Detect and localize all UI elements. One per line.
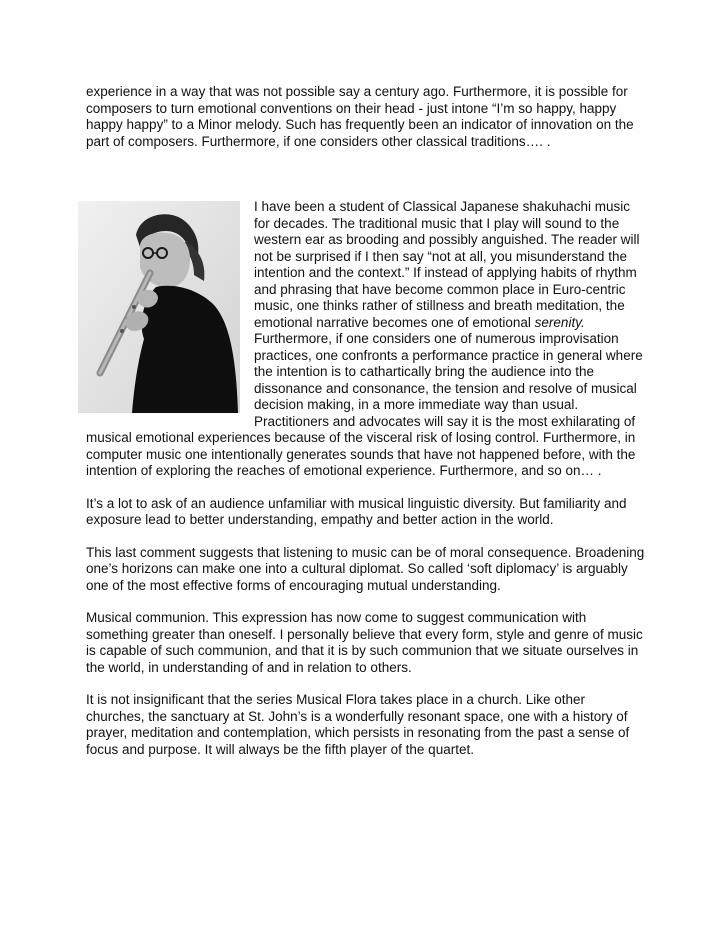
paragraph-2-part-1: I have been a student of Classical Japanese shakuhachi music for decades. The traditional music that I play will sound to the western ear as brooding and possibly anguished. The reader will not be surprised if I then say “not at all, you misunderstand the intention and the context.” If instead of applying habits of rhythm and phrasing that have become common place in Euro-centric music, one thinks rather of stillness and breath meditation, the emotional narrative becomes one of emotional xyxy=(254,199,640,330)
paragraph-5: Musical communion. This expression has now come to suggest communication with something greater than oneself. I personally believe that every form, style and genre of music is capable of such communion, and that it is by such communion that we situate ourselves in the world, in understanding of and in relation to others. xyxy=(86,610,643,675)
paragraph-4: This last comment suggests that listening to music can be of moral consequence. Broadening one’s horizons can make one into a cultural diplomat. So called ‘soft diplomacy’ is arguably one of the most effective forms of encouraging mutual understanding. xyxy=(86,544,645,593)
paragraph-1: experience in a way that was not possible say a century ago. Furthermore, it is possible for composers to turn emotional conventions on their head - just intone “I’m so happy, happy happy happy” to a Minor melody. Such has frequently been an indicator of innovation on the part of composers. Furthermore, if one considers other classical traditions…. . xyxy=(86,84,634,149)
document-page xyxy=(86,84,646,758)
paragraph-6: It is not insignificant that the series Musical Flora takes place in a church. Like other churches, the sanctuary at St. John’s is a wonderfully resonant space, one with a history of prayer, meditation and contemplation, which persists in resonating from the past a sense of focus and purpose. It will always be the fifth player of the quartet. xyxy=(86,692,630,757)
paragraph-3: It’s a lot to ask of an audience unfamiliar with musical linguistic diversity. But familiarity and exposure lead to better understanding, empathy and better action in the world. xyxy=(86,495,627,527)
shakuhachi-player-photo xyxy=(78,201,240,413)
paragraph-2-emphasis: serenity. xyxy=(534,314,585,330)
paragraph-2-part-2: Furthermore, if one considers one of numerous improvisation practices, one confronts a performance practice in general where the intention is to cathartically bring the audience into the dissonance and consonance, the tension and resolve of musical decision making, in a more immediate way than usual. Practitioners and advocates will say it is the most exhilarating of musical emotional experiences because of the visceral risk of losing control. Furthermore, in computer music one intentionally generates sounds that have not happened before, with the intention of exploring the reaches of emotional experience. Furthermore, and so on… . xyxy=(86,331,643,478)
